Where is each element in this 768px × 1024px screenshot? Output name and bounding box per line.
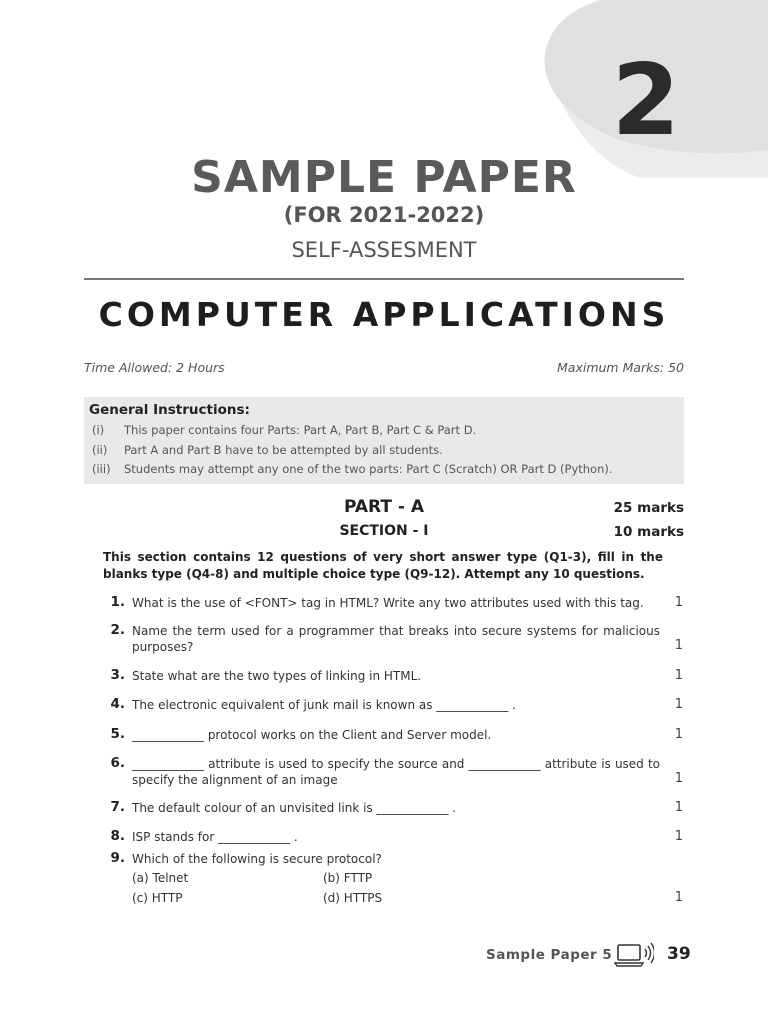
instruction-text: Part A and Part B have to be attempted by all students. (124, 443, 443, 457)
header-divider (84, 278, 684, 280)
question-marks: 1 (674, 890, 683, 905)
general-instructions (84, 397, 684, 484)
option-b: (b) FTTP (323, 871, 373, 885)
subject-title: COMPUTER APPLICATIONS (98, 295, 670, 334)
question-marks: 1 (674, 638, 683, 653)
instruction-number: (ii) (92, 443, 108, 457)
question-number: 5. (110, 726, 125, 742)
instruction-number: (i) (92, 423, 105, 437)
question-number: 9. (110, 850, 125, 866)
question-marks: 1 (674, 595, 683, 610)
option-a: (a) Telnet (132, 871, 189, 885)
paper-number: 2 (611, 44, 680, 158)
question-number: 2. (110, 622, 125, 638)
question-text: State what are the two types of linking in HTML. (132, 669, 422, 683)
laptop-wifi-icon (614, 940, 654, 970)
page-number: 39 (667, 944, 691, 964)
session-label: (FOR 2021-2022) (283, 203, 485, 227)
question-marks: 1 (674, 771, 683, 786)
question-marks: 1 (674, 800, 683, 815)
question-marks: 1 (674, 829, 683, 844)
section-marks: 10 marks (613, 524, 684, 540)
option-d: (d) HTTPS (323, 891, 383, 905)
instructions-title: General Instructions: (89, 402, 250, 418)
question-text: The default colour of an unvisited link is ____________ . (132, 801, 457, 815)
part-title: PART - A (343, 497, 425, 517)
question-number: 7. (110, 799, 125, 815)
instruction-text: This paper contains four Parts: Part A, Part B, Part C & Part D. (124, 423, 477, 437)
part-marks: 25 marks (613, 500, 684, 516)
section-intro: This section contains 12 questions of very short answer type (Q1-3), fill in the blanks type (Q4-8) and multiple choice type (Q9-12). Attempt any 10 questions. (103, 550, 663, 581)
question-text: Name the term used for a programmer that breaks into secure systems for malicious purposes? (132, 624, 660, 654)
instruction-text: Students may attempt any one of the two parts: Part C (Scratch) OR Part D (Python). (124, 462, 613, 476)
option-c: (c) HTTP (132, 891, 183, 905)
question-marks: 1 (674, 668, 683, 683)
question-number: 8. (110, 828, 125, 844)
question-marks: 1 (674, 697, 683, 712)
question-text: ISP stands for ____________ . (132, 830, 298, 844)
question-number: 1. (110, 594, 125, 610)
instruction-number: (iii) (92, 462, 111, 476)
page-title: SAMPLE PAPER (191, 152, 577, 203)
time-allowed: Time Allowed: 2 Hours (84, 360, 225, 375)
footer-label: Sample Paper 5 (486, 947, 613, 963)
section-title: SECTION - I (339, 523, 429, 539)
question-text: ____________ attribute is used to specify the source and ____________ attribute is used to specify the alignment of an image (132, 757, 660, 787)
question-text: The electronic equivalent of junk mail is known as ____________ . (132, 698, 516, 712)
question-number: 6. (110, 755, 125, 771)
question-marks: 1 (674, 727, 683, 742)
question-number: 3. (110, 667, 125, 683)
question-text: What is the use of <FONT> tag in HTML? Write any two attributes used with this tag. (132, 596, 644, 610)
question-number: 4. (110, 696, 125, 712)
question-text: ____________ protocol works on the Client and Server model. (132, 728, 492, 742)
subtitle: SELF-ASSESMENT (291, 238, 477, 262)
question-text: Which of the following is secure protocol? (132, 852, 382, 866)
maximum-marks: Maximum Marks: 50 (557, 360, 684, 375)
